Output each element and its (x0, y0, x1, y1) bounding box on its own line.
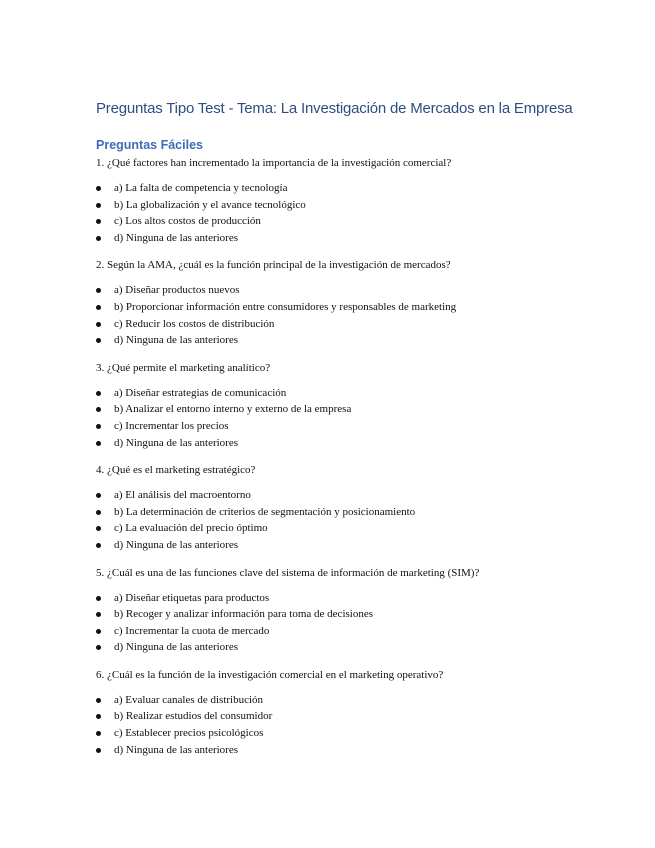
bullet-icon (96, 612, 101, 617)
option-item (96, 418, 596, 435)
options-list (96, 180, 596, 246)
bullet-icon (96, 305, 101, 310)
option-item (96, 708, 596, 725)
option-label: c) La evaluación del precio óptimo (114, 522, 268, 535)
option-item (96, 385, 596, 402)
option-item (96, 435, 596, 452)
option-label: c) Incrementar la cuota de mercado (114, 624, 270, 637)
bullet-icon (96, 629, 101, 634)
bullet-icon (96, 526, 101, 531)
question-text: 2. Según la AMA, ¿cuál es la función principal de la investigación de mercados? (96, 259, 451, 272)
bullet-icon (96, 441, 101, 446)
question-text: 1. ¿Qué factores han incrementado la importancia de la investigación comercial? (96, 157, 452, 169)
question-1 (96, 156, 596, 246)
bullet-icon (96, 645, 101, 650)
option-label: a) Evaluar canales de distribución (114, 693, 264, 706)
bullet-icon (96, 698, 101, 703)
option-label: b) La globalización y el avance tecnológico (114, 198, 306, 211)
option-label: c) Incrementar los precios (114, 419, 229, 432)
bullet-icon (96, 203, 101, 208)
option-label: c) Establecer precios psicológicos (114, 727, 264, 740)
option-item (96, 282, 596, 299)
bullet-icon (96, 338, 101, 343)
option-item (96, 639, 596, 656)
bullet-icon (96, 186, 101, 191)
option-label: d) Ninguna de las anteriores (114, 231, 239, 244)
bullet-icon (96, 596, 101, 601)
bullet-icon (96, 407, 101, 412)
option-item (96, 725, 596, 742)
options-list (96, 282, 596, 348)
option-label: b) Realizar estudios del consumidor (114, 710, 273, 723)
option-label: a) Diseñar etiquetas para productos (114, 591, 270, 604)
question-3 (96, 361, 596, 451)
option-label: d) Ninguna de las anteriores (114, 641, 239, 654)
option-label: c) Los altos costos de producción (114, 215, 261, 228)
option-label: d) Ninguna de las anteriores (114, 334, 239, 347)
option-label: d) Ninguna de las anteriores (114, 436, 239, 449)
option-label: b) Proporcionar información entre consumidores y responsables de marketing (114, 300, 457, 313)
bullet-icon (96, 391, 101, 396)
option-item (96, 537, 596, 554)
bullet-icon (96, 731, 101, 736)
bullet-icon (96, 748, 101, 753)
option-item (96, 213, 596, 230)
options-list (96, 590, 596, 656)
option-label: a) El análisis del macroentorno (114, 489, 251, 502)
bullet-icon (96, 543, 101, 548)
option-label: d) Ninguna de las anteriores (114, 743, 239, 756)
bullet-icon (96, 510, 101, 515)
option-label: b) Recoger y analizar información para toma de decisiones (114, 608, 373, 621)
options-list (96, 385, 596, 451)
option-item (96, 487, 596, 504)
option-label: b) Analizar el entorno interno y externo de la empresa (114, 403, 352, 416)
option-item (96, 401, 596, 418)
bullet-icon (96, 219, 101, 224)
option-item (96, 692, 596, 709)
bullet-icon (96, 236, 101, 241)
option-label: c) Reducir los costos de distribución (114, 317, 275, 330)
option-item (96, 180, 596, 197)
section-heading: Preguntas Fáciles (96, 138, 203, 152)
option-item (96, 623, 596, 640)
question-4 (96, 463, 596, 553)
bullet-icon (96, 288, 101, 293)
question-5 (96, 566, 596, 656)
option-label: b) La determinación de criterios de segmentación y posicionamiento (114, 505, 416, 518)
question-6 (96, 668, 596, 758)
option-item (96, 197, 596, 214)
options-list (96, 487, 596, 553)
question-text: 4. ¿Qué es el marketing estratégico? (96, 464, 256, 477)
page-title: Preguntas Tipo Test - Tema: La Investigación de Mercados en la Empresa (96, 100, 573, 117)
option-item (96, 742, 596, 759)
option-item (96, 606, 596, 623)
option-item (96, 332, 596, 349)
bullet-icon (96, 424, 101, 429)
question-2 (96, 258, 596, 348)
option-label: a) Diseñar estrategias de comunicación (114, 386, 287, 399)
bullet-icon (96, 322, 101, 327)
option-item (96, 316, 596, 333)
question-text: 5. ¿Cuál es una de las funciones clave del sistema de información de marketing (SIM)? (96, 566, 480, 579)
question-text: 6. ¿Cuál es la función de la investigación comercial en el marketing operativo? (96, 668, 444, 681)
question-text: 3. ¿Qué permite el marketing analítico? (96, 361, 271, 374)
bullet-icon (96, 493, 101, 498)
bullet-icon (96, 714, 101, 719)
option-item (96, 504, 596, 521)
option-item (96, 520, 596, 537)
option-item (96, 230, 596, 247)
option-item (96, 299, 596, 316)
option-label: a) Diseñar productos nuevos (114, 284, 240, 297)
options-list (96, 692, 596, 758)
option-label: a) La falta de competencia y tecnología (114, 182, 288, 194)
document-page (96, 100, 596, 770)
option-item (96, 590, 596, 607)
option-label: d) Ninguna de las anteriores (114, 538, 239, 551)
